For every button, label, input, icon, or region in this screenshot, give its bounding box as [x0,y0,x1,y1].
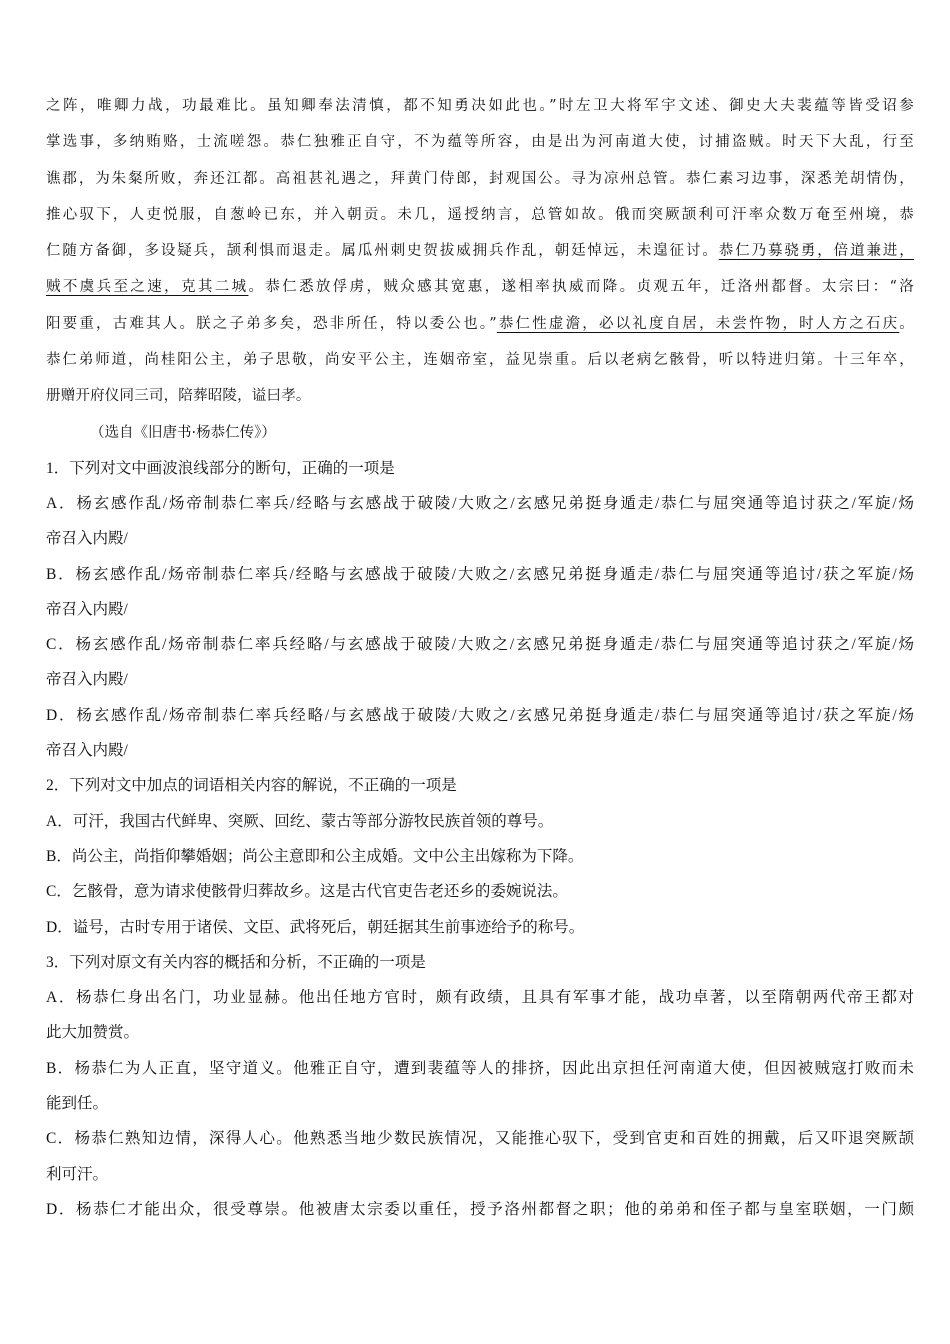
option-d: D．杨恭仁才能出众，很受尊崇。他被唐太宗委以重任，授予洛州都督之职；他的弟弟和侄子都与皇室联姻，一门颇 [46,1200,914,1218]
option-b: B．杨恭仁为人正直，坚守道义。他雅正自守，遭到裴蕴等人的排挤，因此出京担任河南道大使，但因被贼寇打败而未 [46,1059,914,1077]
option-a: A．杨恭仁身出名门，功业显赫。他出任地方官时，颇有政绩，且具有军事才能，战功卓著，以至隋朝两代帝王都对 [46,989,914,1007]
option-b-cont: 帝召入内殿/ [46,600,128,618]
option-c-cont: 利可汗。 [46,1165,109,1183]
option-b: B．杨玄感作乱/炀帝制恭仁率兵/经略与玄感战于破陵/大败之/玄感兄弟挺身遁走/恭仁与屈突通等追讨/获之军旋/炀 [46,565,914,583]
question-stem: 3．下列对原文有关内容的概括和分析，不正确的一项是 [46,953,426,971]
option-d-cont: 帝召入内殿/ [46,742,128,760]
passage-line [46,233,914,269]
passage-line: 谯郡，为朱粲所败，奔还江都。高祖甚礼遇之，拜黄门侍郎，封观国公。寻为凉州总管。恭仁素习边事，深悉羌胡情伪， [46,170,914,187]
option-c: C．杨玄感作乱/炀帝制恭仁率兵经略/与玄感战于破陵/大败之/玄感兄弟挺身遁走/恭仁与屈突通等追讨获之/军旋/炀 [46,636,914,654]
passage-line: 推心驭下，人吏悦服，自葱岭已东，并入朝贡。未几，遥授纳言，总管如故。俄而突厥颉利可汗率众数万奄至州境，恭 [46,206,914,223]
exam-page [46,88,914,1227]
passage-line [46,306,914,342]
option-b: B．尚公主，尚指仰攀婚姻；尚公主意即和公主成婚。文中公主出嫁称为下降。 [46,847,584,865]
option-c: C．乞骸骨，意为请求使骸骨归葬故乡。这是古代官吏告老还乡的委婉说法。 [46,883,568,901]
question-2 [46,768,914,944]
underlined-passage: 恭仁乃募骁勇，倍道兼进， [718,243,914,260]
reading-passage [46,88,914,451]
option-b-cont: 能到任。 [46,1095,109,1113]
option-a: A．杨玄感作乱/炀帝制恭仁率兵/经略与玄感战于破陵/大败之/玄感兄弟挺身遁走/恭仁与屈突通等追讨获之/军旋/炀 [46,494,914,512]
underlined-passage: 贼不虞兵至之速，克其二城 [46,279,249,296]
passage-text: 仁随方备御，多设疑兵，颉利惧而退走。属瓜州刺史贺拔威拥兵作乱，朝廷悼远，未遑征讨。 [46,243,719,260]
option-d: D．杨玄感作乱/炀帝制恭仁率兵经略/与玄感战于破陵/大败之/玄感兄弟挺身遁走/恭仁与屈突通等追讨/获之军旋/炀 [46,706,914,724]
question-stem: 2．下列对文中加点的词语相关内容的解说，不正确的一项是 [46,777,457,795]
option-c-cont: 帝召入内殿/ [46,671,128,689]
passage-line: 之阵，唯卿力战，功最难比。虽知卿奉法清慎，都不知勇决如此也。”时左卫大将军宇文述、御史大夫裴蕴等皆受诏参 [46,98,914,114]
question-stem: 1．下列对文中画波浪线部分的断句，正确的一项是 [46,459,395,477]
underlined-passage: 恭仁性虚澹，必以礼度自居，未尝忤物，时人方之石庆 [496,315,900,332]
question-1 [46,451,914,769]
option-d: D．谥号，古时专用于诸侯、文臣、武将死后，朝廷据其生前事迹给予的称号。 [46,918,585,936]
option-a: A．可汗，我国古代鲜卑、突厥、回纥、蒙古等部分游牧民族首领的尊号。 [46,812,554,830]
option-a-cont: 帝召入内殿/ [46,530,128,548]
option-c: C．杨恭仁熟知边情，深得人心。他熟悉当地少数民族情况，又能推心驭下，受到官吏和百姓的拥戴，后又吓退突厥颉 [46,1130,914,1148]
question-3 [46,945,914,1227]
passage-source: （选自《旧唐书·杨恭仁传》） [90,424,276,441]
passage-text: 。 [899,315,914,332]
passage-line [46,269,914,305]
passage-text: 。恭仁悉放俘虏，贼众感其宽惠，遂相率执威而降。贞观五年，迁洛州都督。太宗曰：“洛 [248,279,914,296]
passage-line: 恭仁弟师道，尚桂阳公主，弟子思敬，尚安平公主，连姻帝室，益见崇重。后以老病乞骸骨，听以特进归第。十三年卒， [46,352,914,369]
passage-text: 阳要重，古难其人。朕之子弟多矣，恐非所任，特以委公也。” [46,315,497,332]
passage-line: 册赠开府仪同三司，陪葬昭陵，谥曰孝。 [46,388,311,405]
passage-line: 掌选事，多纳贿赂，士流嗟怨。恭仁独雅正自守，不为蕴等所容，由是出为河南道大使，讨捕盗贼。时天下大乱，行至 [46,134,914,151]
option-a-cont: 此大加赞赏。 [46,1024,140,1042]
